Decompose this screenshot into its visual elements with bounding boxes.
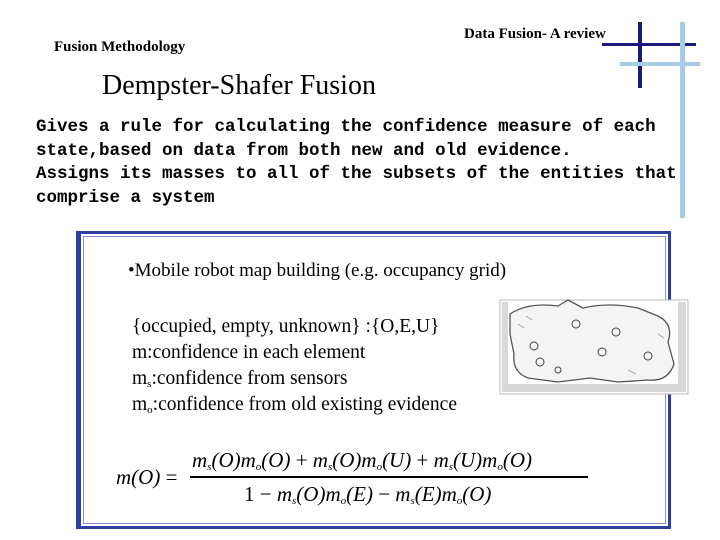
- corner-bar-light-horizontal: [620, 62, 700, 66]
- corner-bar-light-vertical: [680, 22, 685, 218]
- occupancy-grid-map-image: [498, 294, 690, 398]
- formula-lhs: m(O) =: [116, 465, 178, 489]
- formula-numerator: $m_s(O)m_o(O) + m_s(O)m_o(U) + m_s(U)m_o(O)$: [192, 448, 532, 473]
- course-label: Data Fusion- A review: [464, 26, 606, 42]
- slide-title: Dempster-Shafer Fusion: [102, 70, 376, 101]
- fraction-line: [190, 476, 588, 478]
- description: [36, 116, 677, 210]
- corner-bar-dark-vertical: [638, 22, 642, 88]
- m-definition: m:confidence in each element: [132, 342, 366, 363]
- description-line: Gives a rule for calculating the confidence measure of each: [36, 117, 656, 137]
- mo-definition: $m_o:confidence$ from old existing evidence: [132, 394, 457, 416]
- description-line: comprise a system: [36, 187, 215, 208]
- dempster-formula: [112, 444, 602, 514]
- bullet-item: •Mobile robot map building (e.g. occupancy grid): [128, 260, 507, 281]
- formula-denominator: $1 - m_s(O)m_o(E) - m_s(E)m_o(O)$: [244, 482, 492, 507]
- description-line: state,based on data from both new and old evidence.: [36, 140, 572, 161]
- section-label: Fusion Methodology: [54, 39, 186, 55]
- set-definition: {occupied, empty, unknown} :{O,E,U}: [132, 316, 440, 337]
- ms-definition: $m_s:confidence$ from sensors: [132, 368, 348, 390]
- description-line: Assigns its masses to all of the subsets of the entities that: [36, 164, 677, 184]
